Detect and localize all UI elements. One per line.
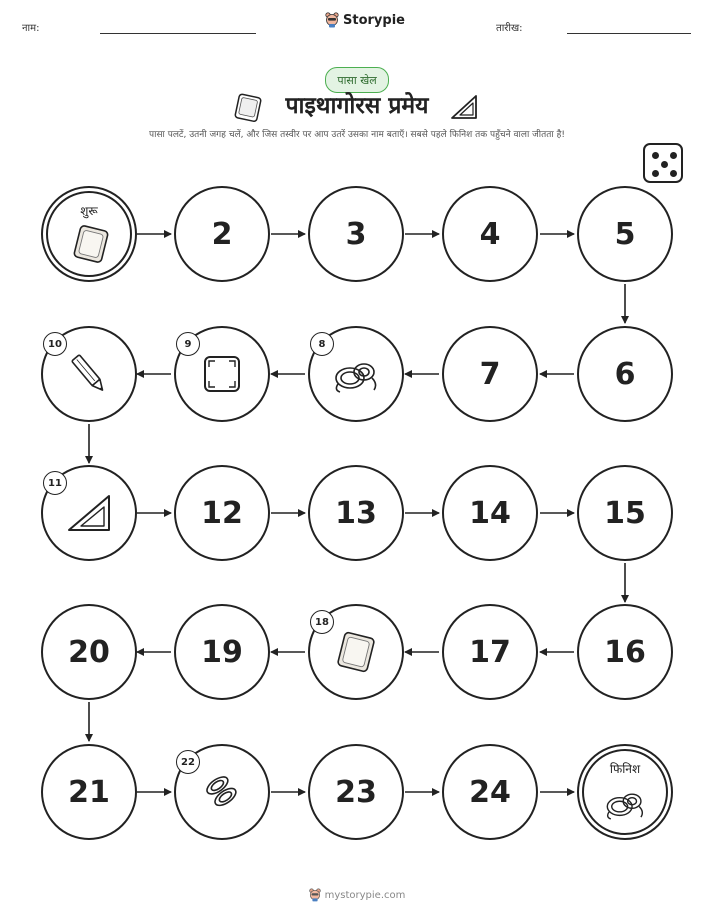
rope-icon xyxy=(200,770,244,814)
cell-number: 3 xyxy=(345,216,367,252)
board-cell-picture[interactable] xyxy=(174,744,270,840)
board-cell[interactable] xyxy=(174,465,270,561)
board-cell[interactable] xyxy=(442,604,538,700)
square-icon xyxy=(201,353,243,395)
board-cell[interactable] xyxy=(308,744,404,840)
cell-number: 5 xyxy=(614,216,636,252)
board-cell-picture[interactable] xyxy=(41,326,137,422)
cell-number: 23 xyxy=(335,774,377,810)
game-type-badge: पासा खेल xyxy=(325,67,389,93)
cell-number-badge: 18 xyxy=(310,610,334,634)
board-cell-start[interactable] xyxy=(41,186,137,282)
board-cell[interactable] xyxy=(577,326,673,422)
board-cell[interactable] xyxy=(41,604,137,700)
cell-number: 15 xyxy=(604,495,646,531)
footer xyxy=(0,888,714,902)
board-cell[interactable] xyxy=(442,186,538,282)
cell-number-badge: 8 xyxy=(310,332,334,356)
board-cell[interactable] xyxy=(41,744,137,840)
cell-number-badge: 11 xyxy=(43,471,67,495)
board-cell[interactable] xyxy=(577,465,673,561)
cell-number: 6 xyxy=(614,356,636,392)
footer-url[interactable]: mystorypie.com xyxy=(324,889,406,901)
cell-number: 20 xyxy=(68,634,110,670)
board-cell[interactable] xyxy=(577,186,673,282)
start-label: शुरू xyxy=(80,204,98,218)
board-cell[interactable] xyxy=(174,604,270,700)
cell-number: 24 xyxy=(469,774,511,810)
board-cell-picture[interactable] xyxy=(41,465,137,561)
cell-number: 7 xyxy=(479,356,501,392)
page-title: पाइथागोरस प्रमेय xyxy=(285,93,429,119)
cell-number: 21 xyxy=(68,774,110,810)
cell-number: 12 xyxy=(201,495,243,531)
cell-number: 17 xyxy=(469,634,511,670)
cell-number: 2 xyxy=(211,216,233,252)
board-cell-picture[interactable] xyxy=(174,326,270,422)
board-cell-picture[interactable] xyxy=(308,326,404,422)
cell-number-badge: 22 xyxy=(176,750,200,774)
board-cell[interactable] xyxy=(442,326,538,422)
rope-icon xyxy=(602,782,648,824)
cell-number: 4 xyxy=(479,216,501,252)
finish-label: फिनिश xyxy=(609,762,641,776)
board-cell-picture[interactable] xyxy=(308,604,404,700)
brand-name: Storypie xyxy=(343,12,405,28)
cell-number: 19 xyxy=(201,634,243,670)
board-cell[interactable] xyxy=(442,465,538,561)
cell-number: 16 xyxy=(604,634,646,670)
eraser-icon xyxy=(69,222,113,266)
board-cell-finish[interactable] xyxy=(577,744,673,840)
board-cell[interactable] xyxy=(308,465,404,561)
eraser-icon xyxy=(333,629,379,675)
instructions: पासा पलटें, उतनी जगह चलें, और जिस तस्वीर पर आप उतरें उसका नाम बताएँ। सबसे पहले फिनिश तक पहुँचने वाला जीतता है! xyxy=(149,130,565,140)
cell-number-badge: 10 xyxy=(43,332,67,356)
board-cell[interactable] xyxy=(174,186,270,282)
rope-icon xyxy=(330,352,382,396)
board-cell[interactable] xyxy=(308,186,404,282)
bear-icon xyxy=(309,888,321,902)
pencil-icon xyxy=(64,349,114,399)
cell-number: 14 xyxy=(469,495,511,531)
board-cell[interactable] xyxy=(577,604,673,700)
name-label: नाम: xyxy=(22,23,40,34)
cell-number: 13 xyxy=(335,495,377,531)
set-square-icon xyxy=(66,492,112,534)
date-label: तारीख: xyxy=(496,23,523,34)
cell-number-badge: 9 xyxy=(176,332,200,356)
board-cell[interactable] xyxy=(442,744,538,840)
